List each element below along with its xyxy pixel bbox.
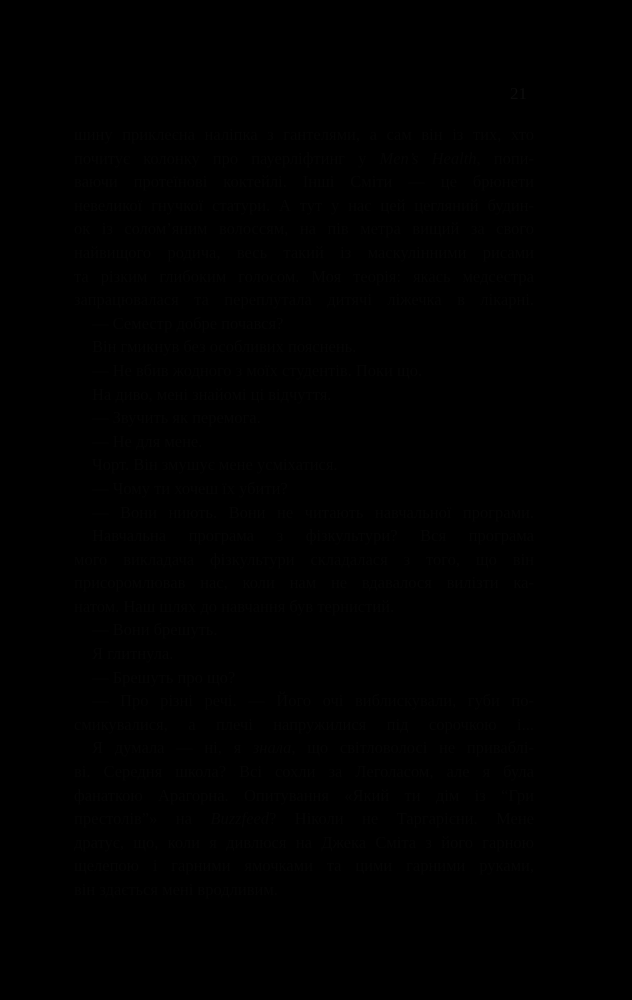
text-line: дратує, що, коли я дивлюся на Джека Сміта з його гарною (74, 832, 534, 852)
text-line: мого викладача фізкультури складалася з того, що він (74, 549, 534, 569)
text-line: Чорт. Він змушує мене усміхатися. (92, 455, 338, 475)
text-line: Він гмикнув без особливих пояснень. (92, 337, 357, 357)
text-line (74, 147, 534, 171)
page-number: 21 (510, 84, 527, 103)
text-line: — Брешуть про що? (92, 667, 236, 687)
text-line: Навчальна програма з фізкультури? Вся програма (92, 526, 534, 546)
text-line: ок із солом’яним волоссям, на пів метра вищий за свого (74, 219, 534, 239)
text-line (74, 736, 534, 760)
text-line: запрацювалася та переплутала дитячі ліжечка в лікарні. (74, 290, 534, 310)
text-line: натом. Наш шлях до навчання був тернистий. (74, 596, 395, 616)
italic-text: Buzzfeed (210, 809, 270, 829)
text-line: — Семестр добре почався? (92, 313, 284, 333)
text-span: почитує колонку про пауерліфтинг у (74, 148, 380, 168)
italic-text: знала (252, 738, 292, 758)
text-line: невеликої гнучкої статури. А тут у нас цей цегляний будин- (74, 195, 534, 215)
text-line: він здається мені вродливим. (74, 880, 278, 899)
italic-text: Men’s Health (379, 148, 477, 168)
text-line: ві. Середня школа? Всі сохли за Леголасом, але я була (74, 762, 534, 782)
text-span: , попи- (476, 148, 534, 168)
text-line: смикувалися, а плечі напружилися під сорочкою і... (74, 714, 534, 734)
text-line (74, 807, 534, 831)
text-span: престолів”» на (74, 809, 211, 829)
text-line: щелепою і гарними ямочками та цими гарними руками, (74, 856, 534, 876)
text-line: — Звучить як перемога. (92, 408, 261, 428)
text-line: Я глитнула. (92, 644, 174, 664)
text-line: присоромлював нас, коли нам не вдавалося вилізти ка- (74, 573, 534, 593)
text-line: — Про різні речі. — Його очі виблискували, губи по- (92, 691, 534, 711)
text-span: , що світловолосі не приваблі- (291, 738, 534, 758)
text-line: — Чому ти хочеш їх убити? (92, 478, 288, 498)
text-line: На диво, мені знайомі ці відчуття. (92, 384, 332, 404)
text-line: та різким глибоким голосом. Моя теорія: якась медсестра (74, 266, 534, 286)
body-text (74, 123, 534, 902)
text-line: ваючи протеїнові коктейлі. Інші Сміти — це брюнети (74, 172, 534, 192)
text-line: фанаткою Арагорна. Опитування «Який ти дім із “Гри (74, 785, 534, 805)
text-span: ? Ніколи не Таргарієни. Мене (269, 809, 534, 829)
text-line: — Не вбив жодного з моїх студентів. Поки що. (92, 360, 423, 380)
text-line: — Вони ниють. Вони не читають навчальної програми. (92, 502, 534, 522)
text-line: шину приклеєна наліпка з гантелями, а сам він із тих, хто (74, 125, 534, 144)
text-line: — Вони брешуть. (92, 620, 218, 640)
text-line: — Не для мене. (92, 431, 203, 451)
text-line: найвищого родича, весь такий із маскулінними рисами (74, 242, 534, 262)
text-span: Я думала — ні, я (92, 738, 253, 758)
